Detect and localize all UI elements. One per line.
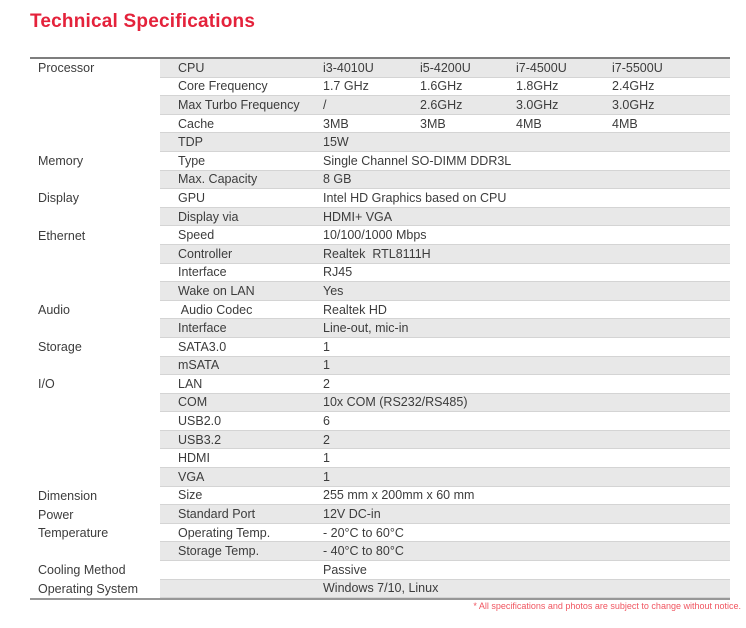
spec-row-band	[160, 580, 730, 599]
specifications-table	[30, 57, 730, 600]
spec-row-band	[160, 115, 730, 134]
spec-label: USB3.2	[178, 432, 222, 447]
spec-category	[30, 208, 160, 227]
spec-label: Interface	[178, 265, 227, 280]
spec-label: Standard Port	[178, 507, 256, 522]
spec-value: Windows 7/10, Linux	[323, 581, 439, 596]
spec-category	[30, 282, 160, 301]
spec-value: i7-5500U	[612, 60, 663, 75]
spec-category: Dimension	[38, 488, 98, 503]
table-row	[30, 561, 730, 580]
spec-category	[30, 431, 160, 450]
spec-value: 3MB	[323, 116, 349, 131]
spec-label: Display via	[178, 209, 239, 224]
spec-label: CPU	[178, 60, 205, 75]
spec-label: USB2.0	[178, 414, 222, 429]
spec-category	[30, 264, 160, 283]
spec-label: SATA3.0	[178, 339, 227, 354]
spec-category	[30, 449, 160, 468]
spec-value: 1	[323, 339, 330, 354]
table-row	[30, 208, 730, 227]
table-row	[30, 487, 730, 506]
spec-row-band	[160, 412, 730, 431]
spec-category	[30, 133, 160, 152]
spec-value: RJ45	[323, 265, 353, 280]
spec-value: 15W	[323, 135, 349, 150]
table-row	[30, 301, 730, 320]
spec-label: Max. Capacity	[178, 172, 258, 187]
spec-row-band	[160, 375, 730, 394]
spec-row-band	[160, 208, 730, 227]
spec-value: 1.8GHz	[516, 79, 559, 94]
spec-value: 1	[323, 469, 330, 484]
spec-category: Processor	[38, 61, 95, 76]
spec-row-band	[160, 78, 730, 97]
spec-row-band	[160, 394, 730, 413]
spec-category	[30, 542, 160, 561]
spec-value: 4MB	[612, 116, 638, 131]
spec-row-band	[160, 431, 730, 450]
spec-label: Core Frequency	[178, 79, 268, 94]
spec-value: 2	[323, 376, 330, 391]
spec-category	[30, 115, 160, 134]
table-row	[30, 319, 730, 338]
spec-category	[30, 412, 160, 431]
spec-label: Wake on LAN	[178, 283, 255, 298]
table-row	[30, 78, 730, 97]
spec-label: TDP	[178, 135, 203, 150]
spec-row-band	[160, 282, 730, 301]
table-row	[30, 189, 730, 208]
spec-value: i7-4500U	[516, 60, 567, 75]
spec-value: 3MB	[420, 116, 446, 131]
table-row	[30, 431, 730, 450]
spec-value: - 20°C to 60°C	[323, 525, 404, 540]
table-row	[30, 133, 730, 152]
spec-category	[30, 468, 160, 487]
spec-row-band	[160, 542, 730, 561]
spec-category	[30, 394, 160, 413]
spec-value: 2	[323, 432, 330, 447]
table-row	[30, 524, 730, 543]
spec-value: 4MB	[516, 116, 542, 131]
spec-label: Speed	[178, 228, 215, 243]
spec-row-band	[160, 505, 730, 524]
table-row	[30, 505, 730, 524]
spec-value: i3-4010U	[323, 60, 374, 75]
table-row	[30, 245, 730, 264]
spec-category: Ethernet	[38, 228, 86, 243]
spec-row-band	[160, 264, 730, 283]
spec-row-band	[160, 561, 730, 580]
spec-label: Operating Temp.	[178, 525, 271, 540]
spec-category: Cooling Method	[38, 563, 126, 578]
spec-row-band	[160, 152, 730, 171]
spec-category: Temperature	[38, 526, 109, 541]
table-row	[30, 264, 730, 283]
spec-value: 10x COM (RS232/RS485)	[323, 395, 468, 410]
spec-category: Storage	[38, 340, 82, 355]
spec-row-band	[160, 245, 730, 264]
spec-label: Size	[178, 488, 203, 503]
table-row	[30, 152, 730, 171]
spec-category: Audio	[38, 303, 70, 318]
table-row	[30, 96, 730, 115]
table-row	[30, 282, 730, 301]
spec-label: Max Turbo Frequency	[178, 97, 300, 112]
spec-category: Display	[38, 191, 79, 206]
spec-label: LAN	[178, 376, 203, 391]
spec-value: Intel HD Graphics based on CPU	[323, 190, 507, 205]
spec-row-band	[160, 319, 730, 338]
table-row	[30, 394, 730, 413]
spec-label: Audio Codec	[178, 302, 253, 317]
table-row	[30, 468, 730, 487]
table-row	[30, 171, 730, 190]
spec-row-band	[160, 468, 730, 487]
spec-label: COM	[178, 395, 208, 410]
spec-row-band	[160, 96, 730, 115]
spec-value: 1.6GHz	[420, 79, 463, 94]
spec-value: 3.0GHz	[516, 97, 559, 112]
spec-row-band	[160, 301, 730, 320]
spec-category	[30, 78, 160, 97]
spec-value: HDMI+ VGA	[323, 209, 393, 224]
spec-row-band	[160, 524, 730, 543]
spec-category	[30, 319, 160, 338]
spec-category	[30, 357, 160, 376]
spec-row-band	[160, 171, 730, 190]
spec-value: 1.7 GHz	[323, 79, 369, 94]
table-row	[30, 375, 730, 394]
table-row	[30, 226, 730, 245]
spec-value: 1	[323, 451, 330, 466]
spec-label: HDMI	[178, 451, 210, 466]
spec-label: Controller	[178, 246, 233, 261]
spec-row-band	[160, 449, 730, 468]
table-row	[30, 115, 730, 134]
spec-label: Storage Temp.	[178, 544, 260, 559]
table-row	[30, 449, 730, 468]
spec-value: /	[323, 97, 327, 112]
spec-row-band	[160, 133, 730, 152]
spec-value: Yes	[323, 283, 344, 298]
spec-label: GPU	[178, 190, 206, 205]
spec-value: Realtek HD	[323, 302, 387, 317]
table-row	[30, 357, 730, 376]
spec-row-band	[160, 189, 730, 208]
spec-category: Memory	[38, 154, 84, 169]
spec-value: Single Channel SO-DIMM DDR3L	[323, 153, 512, 168]
table-row	[30, 542, 730, 561]
spec-value: - 40°C to 80°C	[323, 544, 404, 559]
spec-value: Passive	[323, 562, 367, 577]
page-title: Technical Specifications	[30, 11, 256, 32]
spec-row-band	[160, 487, 730, 506]
spec-category	[30, 171, 160, 190]
table-row	[30, 338, 730, 357]
spec-value: Realtek RTL8111H	[323, 246, 431, 261]
spec-label: Type	[178, 153, 206, 168]
spec-value: 10/100/1000 Mbps	[323, 228, 427, 243]
spec-row-band	[160, 357, 730, 376]
spec-value: 255 mm x 200mm x 60 mm	[323, 488, 475, 503]
spec-category: Power	[38, 507, 74, 522]
spec-row-band	[160, 226, 730, 245]
spec-value: 12V DC-in	[323, 507, 381, 522]
spec-label	[160, 580, 323, 598]
spec-label: mSATA	[178, 358, 220, 373]
spec-label	[160, 561, 323, 579]
spec-value: 6	[323, 414, 330, 429]
spec-category: Operating System	[38, 581, 139, 596]
spec-category: I/O	[38, 377, 55, 392]
spec-value: 2.6GHz	[420, 97, 463, 112]
spec-row-band	[160, 338, 730, 357]
spec-category	[30, 245, 160, 264]
table-row	[30, 412, 730, 431]
footnote: * All specifications and photos are subject to change without notice.	[473, 601, 741, 611]
spec-value: 1	[323, 358, 330, 373]
table-row	[30, 580, 730, 599]
spec-value: 2.4GHz	[612, 79, 655, 94]
spec-value: 3.0GHz	[612, 97, 655, 112]
table-row	[30, 59, 730, 78]
spec-label: Interface	[178, 321, 227, 336]
spec-value: 8 GB	[323, 172, 352, 187]
spec-category	[30, 96, 160, 115]
spec-value: i5-4200U	[420, 60, 471, 75]
spec-row-band	[160, 59, 730, 78]
spec-value: Line-out, mic-in	[323, 321, 409, 336]
spec-label: VGA	[178, 469, 205, 484]
spec-label: Cache	[178, 116, 215, 131]
